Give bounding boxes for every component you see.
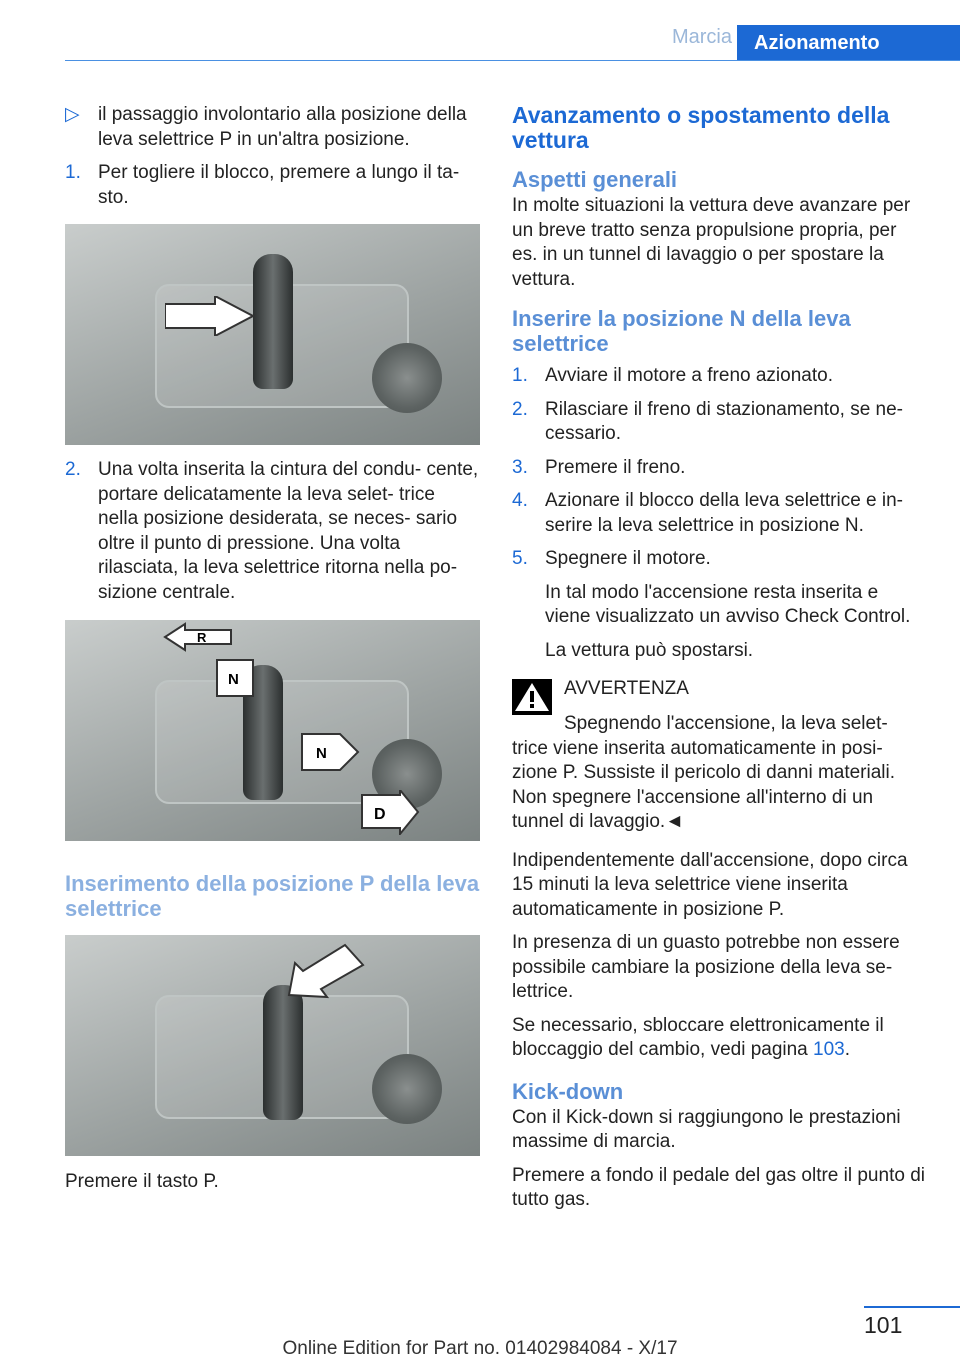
warning-icon [512, 679, 552, 715]
arrow-d-icon [360, 790, 420, 835]
paragraph: Indipendentemente dall'accensione, dopo circa 15 minuti la leva selettrice viene inserita automaticamente in posizione P. [512, 849, 908, 920]
step-number: 2. [65, 459, 81, 480]
footer-rule [864, 1306, 960, 1308]
step5-note: In tal modo l'accensione resta inserita e viene visualizzato un avviso Check Control. [545, 581, 911, 627]
header-rule [65, 60, 960, 61]
step-text: Per togliere il blocco, premere a lungo il ta- sto. [98, 162, 460, 208]
controller-knob-icon [372, 343, 442, 413]
subsection-general: Aspetti generali [512, 167, 678, 192]
step-number: 1. [65, 162, 81, 183]
paragraph [512, 1014, 927, 1063]
position-label-n-up: N [228, 671, 239, 688]
paragraph-end: . [844, 1039, 851, 1060]
section-title-p-position: Inserimento della posizione P della leva selettrice [65, 871, 480, 921]
position-label-n-down: N [316, 745, 327, 762]
subsection-n-position: Inserire la posizione N della leva selettrice [512, 306, 851, 356]
arrow-r-icon [163, 622, 233, 652]
header-section: Marcia [671, 26, 732, 48]
section-title: Avanzamento o spostamento della vettura [512, 102, 890, 153]
right-column [512, 103, 927, 1222]
subsection-kickdown: Kick-down [512, 1078, 624, 1104]
arrow-n-up-icon [215, 658, 255, 698]
footer-edition: Online Edition for Part no. 01402984084 - X/17 [282, 1338, 678, 1359]
step5-note: La vettura può spostarsi. [545, 639, 754, 661]
warning-title: AVVERTENZA [564, 678, 689, 699]
photo-p-button [65, 935, 480, 1156]
step-text: Premere il freno. [545, 456, 686, 478]
step-item-2 [65, 458, 480, 605]
step-text: Spegnere il motore. [545, 548, 711, 569]
paragraph: Premere a fondo il pedale del gas oltre il punto di tutto gas. [512, 1164, 925, 1210]
step-number: 5. [512, 548, 528, 569]
step-item-4 [512, 489, 927, 538]
photo-caption: Premere il tasto P. [65, 1171, 219, 1192]
header-chapter-tab: Azionamento [737, 25, 960, 61]
photo-selector-lever-unlock [65, 224, 480, 445]
step-item-1 [65, 161, 480, 210]
arrow-n-down-icon [300, 732, 360, 772]
warning-box [512, 677, 927, 835]
step-text: Rilasciare il freno di stazionamento, se ne- cessario. [545, 398, 904, 444]
page-link[interactable]: 103 [813, 1039, 845, 1060]
selector-lever-icon [253, 254, 293, 389]
selector-lever-icon [263, 985, 303, 1120]
bullet-text: il passaggio involontario alla posizione della leva selettrice P in un'altra posizione. [98, 104, 467, 150]
step-item-1 [512, 364, 927, 389]
controller-knob-icon [372, 1054, 442, 1124]
position-label-d: D [374, 806, 386, 823]
warning-text: Spegnendo l'accensione, la leva selet- trice viene inserita automaticamente in posi- zione P. Sussiste il pericolo di danni materiali. Non spegnere l'accensione all'interno di un tunnel di lavaggio.◄ [512, 713, 896, 832]
intro-paragraph: In molte situazioni la vettura deve avanzare per un breve tratto senza propulsione propria, per es. in un tunnel di lavaggio o per spostare la vettura. [512, 195, 911, 290]
step-number: 4. [512, 490, 528, 511]
left-column [65, 103, 480, 1204]
arrow-right-icon [165, 296, 255, 336]
step-item-5 [512, 547, 927, 572]
arrow-down-left-icon [285, 943, 375, 1003]
step-item-3 [512, 456, 927, 481]
page-number: 101 [864, 1312, 903, 1338]
bullet-item [65, 103, 480, 152]
step-text: Azionare il blocco della leva selettrice e in- serire la leva selettrice in posizione N. [545, 490, 904, 536]
paragraph: Con il Kick-down si raggiungono le prestazioni massime di marcia. [512, 1106, 901, 1152]
position-label-r: R [197, 630, 207, 645]
step-number: 1. [512, 365, 528, 386]
step-text: Una volta inserita la cintura del condu- cente, portare delicatamente la leva selet- trice nella posizione desiderata, se neces- sario oltre il punto di pressione. Una volta rilasciata, la leva selettrice ritorna nella po- sizione centrale. [98, 459, 479, 603]
bullet-icon: ▷ [65, 104, 80, 125]
step-number: 3. [512, 456, 528, 478]
paragraph: In presenza di un guasto potrebbe non essere possibile cambiare la posizione della leva se- lettrice. [512, 932, 900, 1002]
paragraph-text: Se necessario, sbloccare elettronicamente il bloccaggio del cambio, vedi pagina [512, 1014, 884, 1060]
step-item-2 [512, 398, 927, 447]
photo-selector-lever-positions [65, 620, 480, 841]
step-text: Avviare il motore a freno azionato. [545, 365, 833, 386]
step-number: 2. [512, 398, 528, 420]
